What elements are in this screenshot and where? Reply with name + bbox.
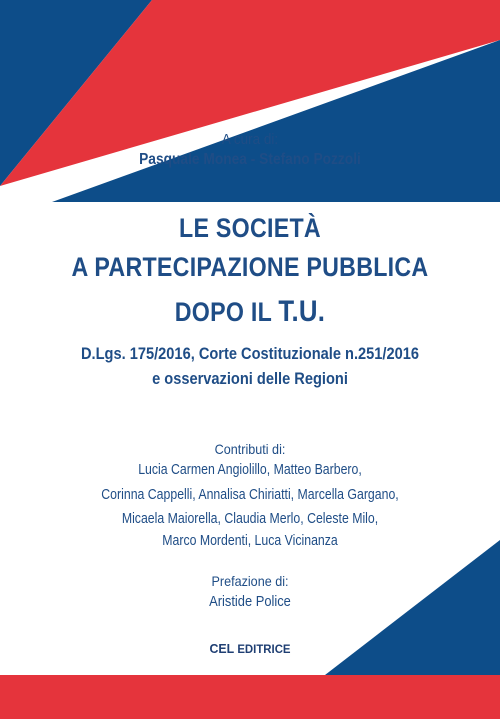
bottom-red-band	[0, 675, 500, 719]
preface-author: Aristide Police	[209, 593, 291, 610]
contributors-line-3: Micaela Maiorella, Claudia Merlo, Celeste Milo,	[121, 510, 379, 527]
title-line-2: A PARTECIPAZIONE PUBBLICA	[71, 252, 429, 282]
editors-names: Pasquale Monea - Stefano Pozzoli	[139, 151, 361, 168]
publisher-suffix: EDITRICE	[234, 642, 291, 656]
contributors-line-4: Marco Mordenti, Luca Vicinanza	[162, 532, 338, 549]
preface-label: Prefazione di:	[211, 573, 289, 589]
subtitle-line-1: D.Lgs. 175/2016, Corte Costituzionale n.251/2016	[80, 344, 420, 363]
publisher-brand: CEL	[209, 641, 235, 656]
subtitle-line-2: e osservazioni delle Regioni	[152, 369, 348, 388]
editor-intro-label: A cura di:	[221, 131, 279, 148]
contributors-line-1: Lucia Carmen Angiolillo, Matteo Barbero,	[138, 461, 362, 478]
title-line-3	[35, 295, 465, 329]
contributors-label: Contributi di:	[214, 441, 286, 457]
contributors-line-2: Corinna Cappelli, Annalisa Chiriatti, Marcella Gargano,	[101, 486, 399, 503]
title-line-1: LE SOCIETÀ	[179, 213, 321, 243]
title-line-3-text: DOPO IL	[174, 297, 279, 327]
title-emphasis: T.U.	[278, 295, 326, 328]
publisher-logo	[13, 641, 488, 656]
